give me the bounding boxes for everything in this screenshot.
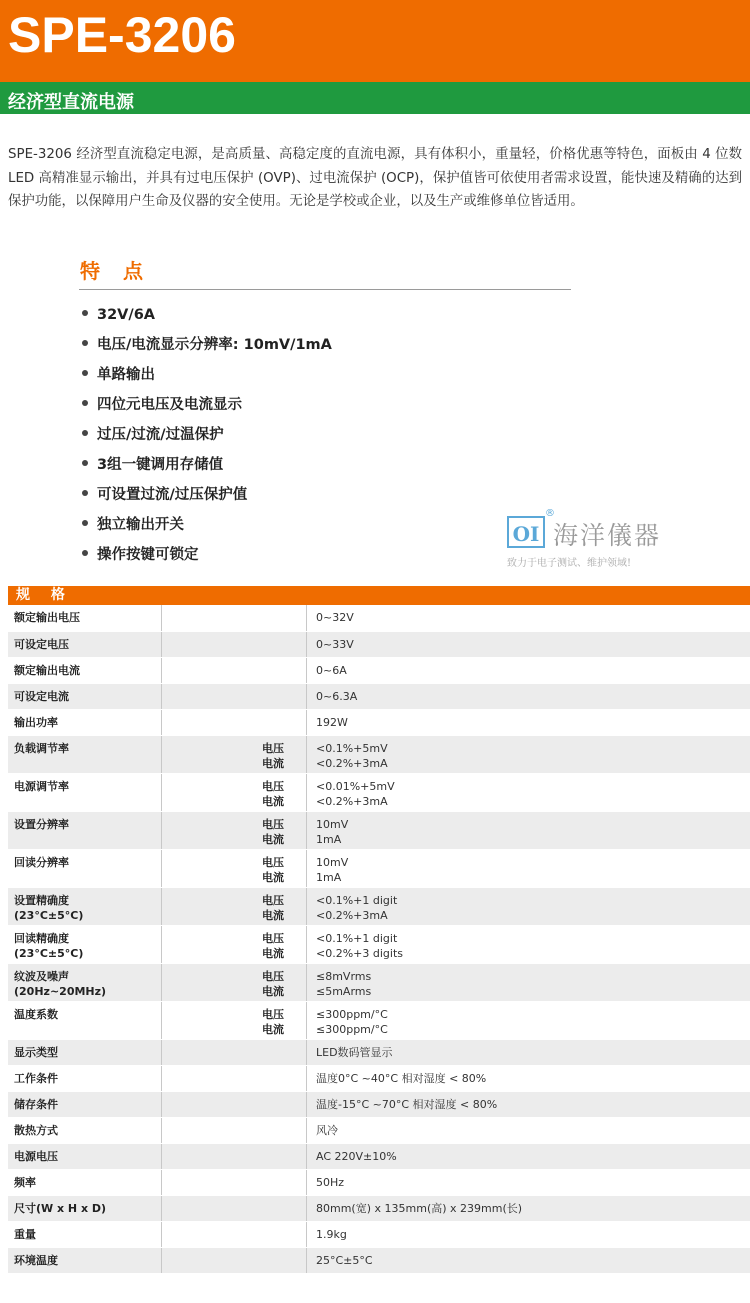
logo-name: 海洋儀器	[553, 521, 662, 550]
spec-value-line: 10mV	[316, 855, 349, 869]
bullet-icon	[82, 400, 88, 406]
spec-value-line: 50Hz	[316, 1175, 345, 1189]
bullet-icon	[82, 310, 88, 316]
logo-mark-icon: OI	[507, 516, 545, 548]
spec-param-line: 额定输出电压	[14, 611, 80, 625]
spec-param-line: 设置分辨率	[14, 817, 69, 831]
spec-param-line: 散热方式	[14, 1123, 58, 1137]
spec-kind	[162, 735, 307, 773]
spec-row	[8, 1039, 750, 1065]
bullet-icon	[82, 550, 88, 556]
spec-param-line: 温度系数	[14, 1007, 58, 1021]
feature-item: 操作按键可锁定	[82, 540, 332, 570]
spec-row	[8, 631, 750, 657]
spec-kind-line: 电压	[262, 855, 284, 869]
spec-value	[307, 1195, 750, 1221]
spec-value-line: ≤5mArms	[316, 984, 372, 998]
spec-value-line: 1mA	[316, 832, 342, 846]
spec-value	[307, 605, 750, 631]
spec-value-line: <0.2%+3mA	[316, 756, 388, 770]
spec-row	[8, 1195, 750, 1221]
spec-row	[8, 849, 750, 887]
spec-param-line: 可设定电压	[14, 637, 69, 651]
spec-param-line: 环境温度	[14, 1253, 58, 1267]
spec-value	[307, 963, 750, 1001]
spec-value	[307, 1247, 750, 1273]
bullet-icon	[82, 460, 88, 466]
title-banner	[0, 0, 750, 82]
spec-kind-line: 电流	[262, 946, 284, 960]
spec-value-line: <0.01%+5mV	[316, 779, 395, 793]
spec-value-line: 温度-15°C ~70°C 相对湿度 < 80%	[316, 1097, 498, 1111]
spec-row	[8, 657, 750, 683]
spec-row	[8, 735, 750, 773]
spec-kind-line: 电流	[262, 832, 284, 846]
spec-param	[8, 735, 162, 773]
spec-param	[8, 1169, 162, 1195]
spec-kind	[162, 709, 307, 735]
feature-item: 四位元电压及电流显示	[82, 390, 332, 420]
spec-kind-line: 电流	[262, 984, 284, 998]
spec-heading-bar	[8, 586, 750, 605]
spec-kind	[162, 1001, 307, 1039]
spec-kind	[162, 1091, 307, 1117]
spec-value-line: 0~33V	[316, 637, 354, 651]
bullet-icon	[82, 370, 88, 376]
spec-param-line: 重量	[14, 1227, 36, 1241]
spec-value-line: 25°C±5°C	[316, 1253, 373, 1267]
spec-kind	[162, 811, 307, 849]
spec-kind	[162, 1065, 307, 1091]
features-divider	[79, 289, 571, 290]
spec-param	[8, 811, 162, 849]
spec-heading: 规 格	[16, 587, 73, 603]
spec-param-line: (23°C±5°C)	[14, 908, 84, 922]
spec-kind	[162, 963, 307, 1001]
spec-param-line: 回读分辨率	[14, 855, 69, 869]
spec-param-line: (20Hz~20MHz)	[14, 984, 107, 998]
spec-row	[8, 1169, 750, 1195]
spec-value-line: 80mm(宽) x 135mm(高) x 239mm(长)	[316, 1201, 523, 1215]
spec-param-line: 频率	[14, 1175, 36, 1189]
spec-value-line: 1.9kg	[316, 1227, 347, 1241]
product-title: SPE-3206	[8, 7, 236, 63]
spec-value-line: 192W	[316, 715, 348, 729]
spec-value	[307, 887, 750, 925]
spec-row	[8, 1221, 750, 1247]
spec-kind	[162, 1039, 307, 1065]
spec-row	[8, 1001, 750, 1039]
spec-kind	[162, 773, 307, 811]
spec-value	[307, 1001, 750, 1039]
spec-param-line: 显示类型	[14, 1045, 58, 1059]
spec-param	[8, 631, 162, 657]
spec-table	[8, 605, 750, 1274]
spec-kind	[162, 605, 307, 631]
spec-param	[8, 1001, 162, 1039]
spec-kind-line: 电流	[262, 756, 284, 770]
spec-value	[307, 657, 750, 683]
spec-kind-line: 电流	[262, 908, 284, 922]
spec-kind	[162, 1221, 307, 1247]
spec-param	[8, 1117, 162, 1143]
spec-row	[8, 709, 750, 735]
spec-param-line: 电源电压	[14, 1149, 58, 1163]
spec-kind	[162, 849, 307, 887]
spec-param	[8, 657, 162, 683]
spec-value-line: 0~6A	[316, 663, 347, 677]
spec-param-line: 储存条件	[14, 1097, 58, 1111]
spec-value	[307, 683, 750, 709]
spec-value-line: <0.1%+5mV	[316, 741, 388, 755]
spec-param-line: 设置精确度	[14, 893, 69, 907]
spec-param-line: 工作条件	[14, 1071, 58, 1085]
spec-param	[8, 849, 162, 887]
spec-kind-line: 电压	[262, 969, 284, 983]
spec-row	[8, 605, 750, 631]
spec-param	[8, 1091, 162, 1117]
spec-param-line: 回读精确度	[14, 931, 69, 945]
spec-value	[307, 709, 750, 735]
feature-item: 独立输出开关	[82, 510, 332, 540]
spec-param-line: 纹波及噪声	[14, 969, 69, 983]
features-heading: 特 点	[80, 259, 151, 283]
spec-param	[8, 1195, 162, 1221]
spec-value	[307, 631, 750, 657]
spec-param	[8, 887, 162, 925]
spec-kind-line: 电流	[262, 870, 284, 884]
spec-param	[8, 683, 162, 709]
spec-kind	[162, 887, 307, 925]
feature-item: 电压/电流显示分辨率: 10mV/1mA	[82, 330, 332, 360]
spec-row	[8, 963, 750, 1001]
intro-paragraph: SPE-3206 经济型直流稳定电源，是高质量、高稳定度的直流电源，具有体积小，重量轻，价格优惠等特色，面板由 4 位数 LED 高精准显示输出，并具有过电压保护 (OVP)、过电流保护 (OCP)，保护值皆可依使用者需求设置，能快速及精确的达到保护功能，以保障用户生命及仪器的安全使用。无论是学校或企业，以及生产或维修单位皆适用。	[8, 147, 742, 209]
spec-kind	[162, 631, 307, 657]
spec-value	[307, 773, 750, 811]
spec-value-line: ≤300ppm/°C	[316, 1007, 388, 1021]
spec-row	[8, 925, 750, 963]
spec-value-line: <0.2%+3mA	[316, 794, 388, 808]
spec-value-line: AC 220V±10%	[316, 1149, 397, 1163]
spec-row	[8, 1091, 750, 1117]
spec-kind-line: 电流	[262, 794, 284, 808]
spec-param-line: 输出功率	[14, 715, 58, 729]
spec-param	[8, 709, 162, 735]
spec-kind	[162, 1143, 307, 1169]
spec-value	[307, 735, 750, 773]
spec-value	[307, 1117, 750, 1143]
spec-kind	[162, 1247, 307, 1273]
spec-value-line: 风冷	[316, 1123, 338, 1137]
spec-param	[8, 925, 162, 963]
spec-value-line: LED数码管显示	[316, 1045, 393, 1059]
spec-param	[8, 1065, 162, 1091]
spec-param	[8, 1247, 162, 1273]
spec-value	[307, 925, 750, 963]
spec-value-line: <0.1%+1 digit	[316, 931, 398, 945]
spec-value-line: 0~6.3A	[316, 689, 358, 703]
spec-value	[307, 1169, 750, 1195]
subtitle-banner	[0, 82, 750, 114]
spec-param	[8, 963, 162, 1001]
spec-value	[307, 811, 750, 849]
spec-row	[8, 811, 750, 849]
spec-kind	[162, 683, 307, 709]
spec-row	[8, 1117, 750, 1143]
spec-kind	[162, 1117, 307, 1143]
spec-kind-line: 电压	[262, 931, 284, 945]
spec-value-line: 1mA	[316, 870, 342, 884]
spec-row	[8, 1247, 750, 1273]
spec-kind	[162, 1169, 307, 1195]
spec-row	[8, 683, 750, 709]
spec-value	[307, 849, 750, 887]
spec-kind-line: 电压	[262, 779, 284, 793]
spec-row	[8, 887, 750, 925]
spec-kind	[162, 1195, 307, 1221]
spec-kind-line: 电压	[262, 741, 284, 755]
registered-mark: ®	[545, 508, 555, 519]
bullet-icon	[82, 340, 88, 346]
spec-param-line: 负载调节率	[14, 741, 69, 755]
spec-kind-line: 电压	[262, 1007, 284, 1021]
spec-value-line: ≤300ppm/°C	[316, 1022, 388, 1036]
spec-value	[307, 1221, 750, 1247]
feature-item: 过压/过流/过温保护	[82, 420, 332, 450]
spec-kind-line: 电流	[262, 1022, 284, 1036]
spec-param-line: 电源调节率	[14, 779, 69, 793]
spec-param	[8, 1039, 162, 1065]
spec-value	[307, 1143, 750, 1169]
spec-kind-line: 电压	[262, 893, 284, 907]
spec-param-line: (23°C±5°C)	[14, 946, 84, 960]
brand-logo	[507, 508, 687, 572]
spec-value-line: <0.2%+3 digits	[316, 946, 403, 960]
spec-value	[307, 1065, 750, 1091]
spec-kind	[162, 925, 307, 963]
spec-value-line: <0.2%+3mA	[316, 908, 388, 922]
spec-row	[8, 773, 750, 811]
spec-value	[307, 1039, 750, 1065]
spec-value-line: ≤8mVrms	[316, 969, 372, 983]
features-list	[82, 300, 332, 570]
product-subtitle: 经济型直流电源	[8, 92, 134, 113]
spec-param-line: 可设定电流	[14, 689, 69, 703]
spec-value-line: 0~32V	[316, 611, 354, 625]
feature-item: 可设置过流/过压保护值	[82, 480, 332, 510]
spec-param	[8, 773, 162, 811]
bullet-icon	[82, 430, 88, 436]
spec-row	[8, 1065, 750, 1091]
bullet-icon	[82, 490, 88, 496]
feature-item: 32V/6A	[82, 300, 332, 330]
spec-value-line: <0.1%+1 digit	[316, 893, 398, 907]
spec-kind-line: 电压	[262, 817, 284, 831]
feature-item: 3组一键调用存储值	[82, 450, 332, 480]
spec-value-line: 温度0°C ~40°C 相对湿度 < 80%	[316, 1071, 487, 1085]
logo-slogan: 致力于电子测试、维护领域!	[507, 558, 632, 569]
spec-row	[8, 1143, 750, 1169]
feature-item: 单路输出	[82, 360, 332, 390]
spec-value-line: 10mV	[316, 817, 349, 831]
spec-param	[8, 1143, 162, 1169]
spec-kind	[162, 657, 307, 683]
spec-param-line: 尺寸(W x H x D)	[14, 1201, 107, 1215]
spec-value	[307, 1091, 750, 1117]
spec-param	[8, 1221, 162, 1247]
spec-param-line: 额定输出电流	[14, 663, 80, 677]
spec-param	[8, 605, 162, 631]
bullet-icon	[82, 520, 88, 526]
